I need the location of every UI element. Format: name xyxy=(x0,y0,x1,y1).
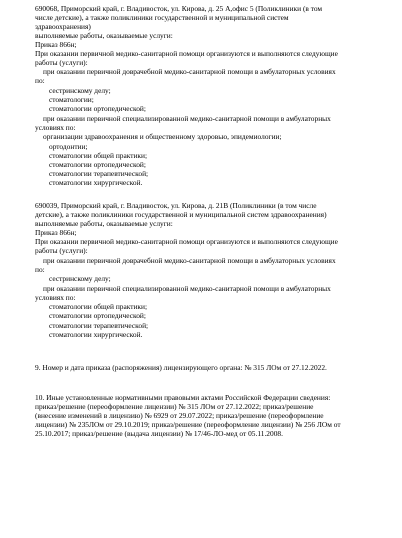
block1-line: по: xyxy=(35,76,45,85)
block1-line: работы (услуги): xyxy=(35,58,88,67)
item10-line: приказ/решение (переоформление лицензии) № 315 ЛОм от 27.12.2022; приказ/решение xyxy=(35,402,314,411)
item10-line: 25.10.2017; приказ/решение (выдача лицензии) № 17/46-ЛО-мед от 05.11.2008. xyxy=(35,429,283,438)
block1-line: стоматологии терапевтической; xyxy=(49,169,149,178)
block2-line: выполняемые работы, оказываемые услуги: xyxy=(35,219,173,228)
block1-line: условиях по: xyxy=(35,123,76,132)
block2-line: по: xyxy=(35,265,45,274)
order-number-and-date: 9. Номер и дата приказа (распоряжения) лицензирующего органа: № 315 ЛОм от 27.12.2022. xyxy=(35,363,327,372)
block2-line: при оказании первичной специализированной медико-санитарной помощи в амбулаторных xyxy=(43,284,331,293)
block2-line: стоматологии ортопедической; xyxy=(49,311,146,320)
block2-line: сестринскому делу; xyxy=(49,274,111,283)
block1-line: стоматологии; xyxy=(49,95,94,104)
block1-line: стоматологии ортопедической; xyxy=(49,104,146,113)
block1-line: При оказании первичной медико-санитарной помощи организуются и выполняются следующие xyxy=(35,49,338,58)
block2-line: стоматологии хирургической. xyxy=(49,330,143,339)
block1-line: организации здравоохранения и общественному здоровью, эпидемиологии; xyxy=(43,132,282,141)
block1-line: ортодонтии; xyxy=(49,142,88,151)
block2-line: условиях по: xyxy=(35,293,76,302)
block1-line: Приказ 866н; xyxy=(35,40,77,49)
item10-line: 10. Иные установленные нормативными правовыми актами Российской Федерации сведения: xyxy=(35,393,331,402)
block1-line: стоматологии общей практики; xyxy=(49,151,148,160)
block2-line: стоматологии терапевтической; xyxy=(49,321,149,330)
item10-line: (внесение изменений в лицензию) № 6929 от 29.07.2022; приказ/решение (переоформление xyxy=(35,411,324,420)
block2-line: Приказ 866н; xyxy=(35,228,77,237)
item10-line: лицензии) № 235ЛОм от 29.10.2019; приказ/решение (переоформление лицензии) № 256 ЛОм от xyxy=(35,420,341,429)
block1-line: выполняемые работы, оказываемые услуги: xyxy=(35,31,173,40)
block2-line: работы (услуги): xyxy=(35,246,88,255)
block2-line: при оказании первичной доврачебной медико-санитарной помощи в амбулаторных условиях xyxy=(43,256,336,265)
block2-line: 690039, Приморский край, г. Владивосток, ул. Кирова, д. 21В (Поликлиники (в том числе xyxy=(35,201,317,210)
block2-line: детские), а также поликлиники государственной и муниципальной систем здравоохранения) xyxy=(35,210,327,219)
block1-line: здравоохранения) xyxy=(35,22,91,31)
block2-line: стоматологии общей практики; xyxy=(49,302,148,311)
block1-line: стоматологии хирургической. xyxy=(49,178,143,187)
block1-line: стоматологии ортопедической; xyxy=(49,160,146,169)
block1-line: при оказании первичной доврачебной медико-санитарной помощи в амбулаторных условиях xyxy=(43,67,336,76)
block1-line: 690068, Приморский край, г. Владивосток, ул. Кирова, д. 25 А,офис 5 (Поликлиники (в том xyxy=(35,4,323,13)
block1-line: сестринскому делу; xyxy=(49,86,111,95)
block1-line: при оказании первичной специализированной медико-санитарной помощи в амбулаторных xyxy=(43,114,331,123)
block2-line: При оказании первичной медико-санитарной помощи организуются и выполняются следующие xyxy=(35,237,338,246)
block1-line: числе детские), а также поликлиники государственной и муниципальной систем xyxy=(35,13,289,22)
